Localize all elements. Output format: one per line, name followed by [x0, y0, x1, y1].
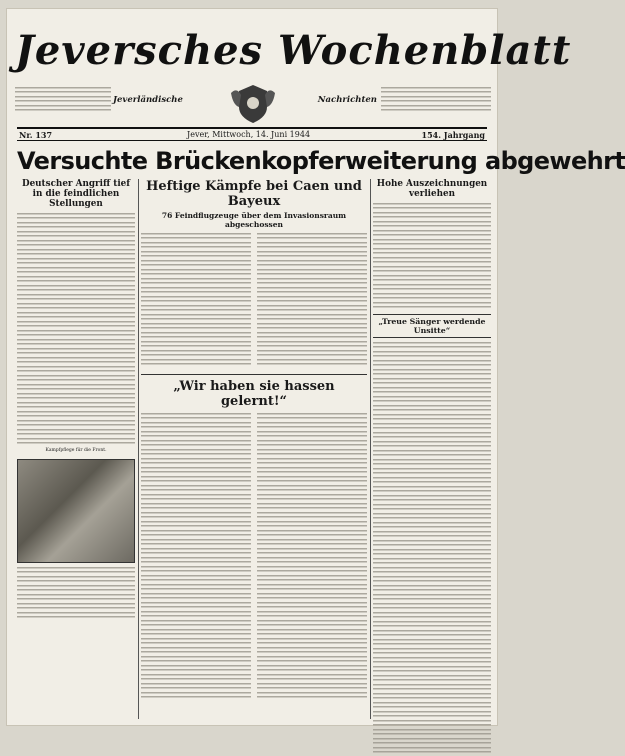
right-box-headline: „Treue Sänger werdende Unsitte“ — [373, 314, 491, 338]
photo-caption: Kampfpflege für die Front. — [45, 448, 107, 453]
masthead-title: Jeversches Wochenblatt — [15, 27, 572, 74]
quote-headline: „Wir haben sie hassen gelernt!“ — [141, 374, 367, 409]
column-rule-1 — [138, 179, 139, 719]
masthead-left-notice — [15, 87, 111, 114]
column-center — [141, 179, 367, 701]
quote-article-body — [141, 413, 367, 701]
masthead-subtitle-right: Nachrichten — [317, 95, 377, 105]
center-article-body — [141, 233, 367, 368]
column-left — [17, 179, 135, 621]
main-headline: Versuchte Brückenkopferweiterung abgewehrt — [17, 147, 625, 175]
issue-date: Jever, Mittwoch, 14. Juni 1944 — [187, 130, 311, 139]
left-article-body — [17, 213, 135, 446]
newspaper-page — [6, 8, 625, 726]
issue-number: Nr. 137 — [19, 130, 53, 140]
dateline — [17, 127, 487, 141]
crest-icon — [227, 81, 279, 125]
masthead — [15, 27, 572, 113]
right-article-body — [373, 203, 491, 310]
right-article-body-2 — [373, 342, 491, 755]
center-subhead: Heftige Kämpfe bei Caen und Bayeux — [146, 179, 362, 209]
left-article-body-2 — [17, 567, 135, 620]
column-rule-2 — [370, 179, 371, 719]
left-subhead: Deutscher Angriff tief in die feindlichen Stellungen — [21, 179, 131, 209]
volume-label: 154. Jahrgang — [421, 130, 485, 140]
column-right — [373, 179, 491, 756]
center-kicker: 76 Feindflugzeuge über dem Invasionsraum abgeschossen — [161, 211, 347, 229]
masthead-subtitle-left: Jeverländische — [113, 95, 183, 105]
news-photo — [17, 459, 135, 563]
masthead-right-notice — [381, 87, 491, 114]
right-subhead: Hohe Auszeichnungen verliehen — [376, 179, 488, 199]
